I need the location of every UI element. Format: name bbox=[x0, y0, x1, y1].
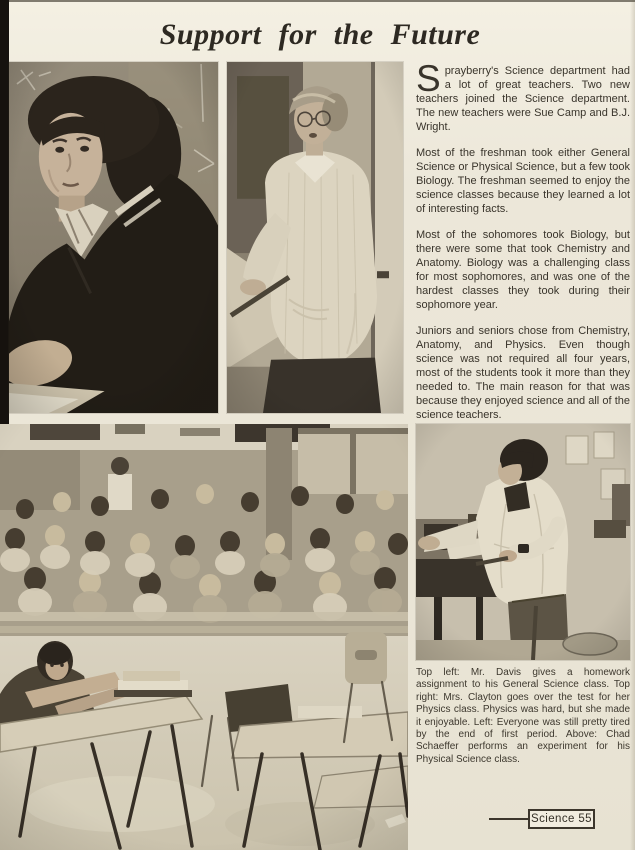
photo-caption: Top left: Mr. Davis gives a homework assignment to his General Science class. Top right: Mrs. Clayton goes over the test for her Physics class. Physics was hard, but she made it enjoyable. Left: Everyone was still pretty tired by the end of first period. Above: Chad Schaeffer performs an experiment for his Physical Science class. bbox=[416, 667, 630, 765]
photo-mr-davis-illustration bbox=[9, 62, 218, 413]
paragraph: Juniors and seniors chose from Chemistry, Anatomy, and Physics. Even though science was not required all four years, most of the students took it more than they needed to. The main reason for that was because they enjoyed science and all of the science teachers. bbox=[416, 325, 630, 421]
scan-edge-strip bbox=[0, 0, 9, 424]
photo-mr-davis bbox=[9, 62, 218, 413]
paragraph bbox=[416, 58, 630, 134]
page-number-box bbox=[528, 809, 595, 829]
article-column bbox=[416, 58, 630, 766]
footer-rule bbox=[489, 818, 529, 820]
photo-classroom-illustration bbox=[0, 424, 408, 850]
drop-cap: S bbox=[416, 58, 441, 99]
paragraph-text: prayberry's Science department had a lot of great teachers. Two new teachers joined the Science department. The new teachers were Sue Camp and B.J. Wright. bbox=[416, 65, 630, 133]
paragraph: Most of the freshman took either General Science or Physical Science, but a few took Biology. The freshman seemed to enjoy the science classes because they learned a lot of interesting facts. bbox=[416, 147, 630, 215]
article-text bbox=[416, 58, 630, 422]
photo-chad-schaeffer-illustration bbox=[416, 424, 630, 660]
page-title: Support for the Future bbox=[159, 18, 481, 51]
page-edge-shadow bbox=[630, 0, 635, 850]
page-number-label: Science 55 bbox=[531, 813, 592, 825]
photo-classroom bbox=[0, 424, 408, 850]
photo-mrs-clayton-illustration bbox=[227, 62, 403, 413]
scan-edge-top bbox=[0, 0, 635, 2]
photo-chad-schaeffer bbox=[416, 424, 630, 660]
photo-mrs-clayton bbox=[227, 62, 403, 413]
paragraph: Most of the sohomores took Biology, but there were some that took Chemistry and Anatomy. Biology was a challenging class for most sophomores, and was one of the hardest classes they took during their sophomore year. bbox=[416, 229, 630, 311]
